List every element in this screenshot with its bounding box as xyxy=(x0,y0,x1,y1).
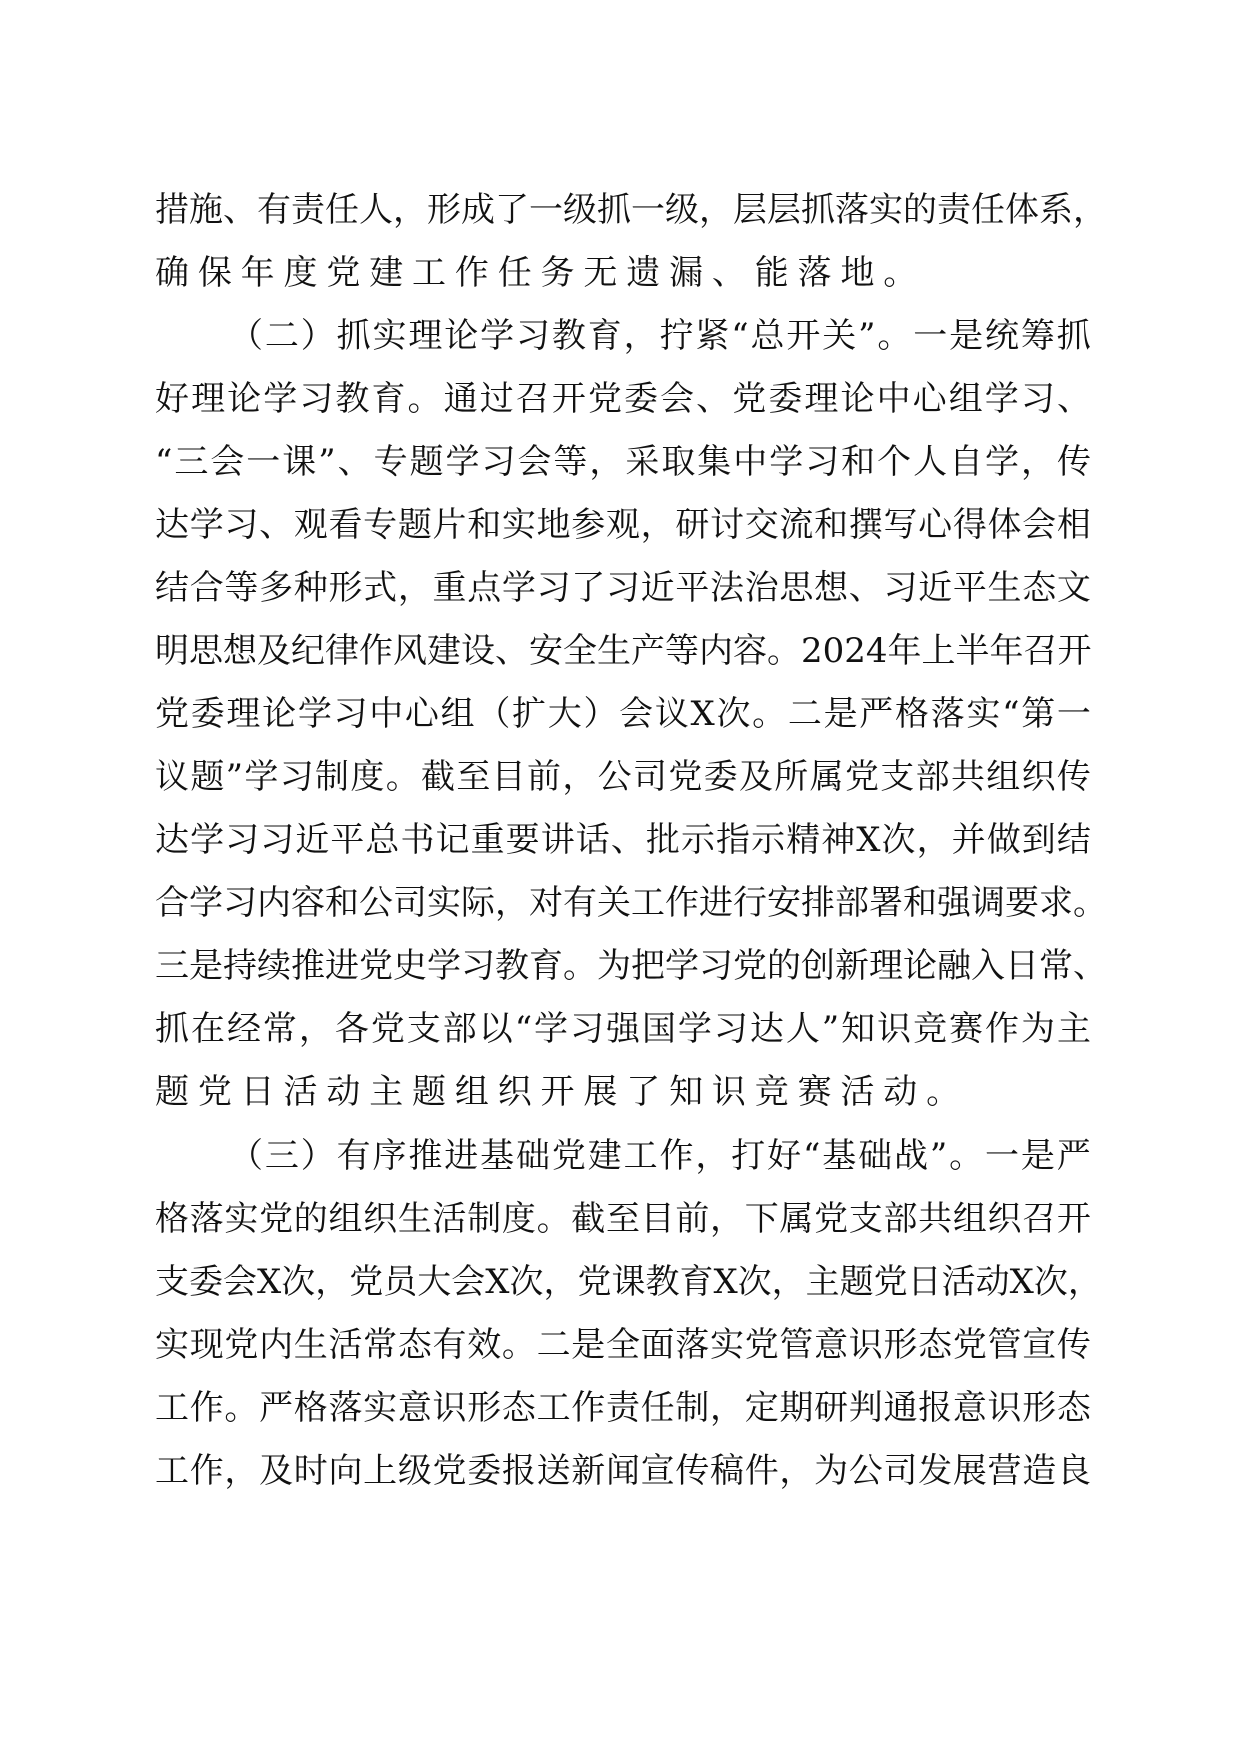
text-line: 确保年度党建工作任务无遗漏、能落地。 xyxy=(155,253,927,293)
text-line: 支 委 会 X 次 ， 党 员 大 会 X 次 ， 党 课 教 育 X 次 ， 主 题 党 日 活 动 X 次 ， xyxy=(155,1262,1102,1302)
text-line: 好 理 论 学 习 教 育 。 通 过 召 开 党 委 会 、 党 委 理 论 中 心 组 学 习 、 xyxy=(155,379,1091,419)
text-line: 题党日活动主题组织开展了知识竞赛活动。 xyxy=(155,1072,969,1112)
paragraph-heading-line: （ 二 ） 抓 实 理 论 学 习 教 育 ， 拧 紧 “ 总 开 关 ” 。 一 是 统 筹 抓 xyxy=(229,316,1091,356)
text-line: 达 学 习 、 观 看 专 题 片 和 实 地 参 观 ， 研 讨 交 流 和 撰 写 心 得 体 会 相 xyxy=(155,505,1091,545)
text-line: 党 委 理 论 学 习 中 心 组 （ 扩 大 ） 会 议 X 次 。 二 是 严 格 落 实 “ 第 一 xyxy=(155,694,1091,734)
text-line: 工 作 ， 及 时 向 上 级 党 委 报 送 新 闻 宣 传 稿 件 ， 为 公 司 发 展 营 造 良 xyxy=(155,1451,1091,1491)
text-line: 达 学 习 习 近 平 总 书 记 重 要 讲 话 、 批 示 指 示 精 神 X 次 ， 并 做 到 结 xyxy=(155,820,1091,860)
text-line: 格 落 实 党 的 组 织 生 活 制 度 。 截 至 目 前 ， 下 属 党 支 部 共 组 织 召 开 xyxy=(155,1199,1091,1239)
text-line: 结 合 等 多 种 形 式 ， 重 点 学 习 了 习 近 平 法 治 思 想 、 习 近 平 生 态 文 xyxy=(155,568,1091,608)
text-line: 工 作 。 严 格 落 实 意 识 形 态 工 作 责 任 制 ， 定 期 研 判 通 报 意 识 形 态 xyxy=(155,1388,1091,1428)
text-line: 议 题 ” 学 习 制 度 。 截 至 目 前 ， 公 司 党 委 及 所 属 党 支 部 共 组 织 传 xyxy=(155,757,1091,797)
text-line: “ 三 会 一 课 ” 、 专 题 学 习 会 等 ， 采 取 集 中 学 习 和 个 人 自 学 ， 传 xyxy=(155,442,1091,482)
text-line: 抓 在 经 常 ， 各 党 支 部 以 “ 学 习 强 国 学 习 达 人 ” 知 识 竞 赛 作 为 主 xyxy=(155,1009,1091,1049)
text-line: 实 现 党 内 生 活 常 态 有 效 。 二 是 全 面 落 实 党 管 意 识 形 态 党 管 宣 传 xyxy=(155,1325,1091,1365)
paragraph-heading-line: （ 三 ） 有 序 推 进 基 础 党 建 工 作 ， 打 好 “ 基 础 战 ” 。 一 是 严 xyxy=(229,1136,1091,1176)
text-line: 明 思 想 及 纪 律 作 风 建 设 、 安 全 生 产 等 内 容 。 2024 年 上 半 年 召 开 xyxy=(155,631,1092,671)
text-line: 措 施 、 有 责 任 人 ， 形 成 了 一 级 抓 一 级 ， 层 层 抓 落 实 的 责 任 体 系 ， xyxy=(155,190,1107,230)
text-line: 合 学 习 内 容 和 公 司 实 际 ， 对 有 关 工 作 进 行 安 排 部 署 和 强 调 要 求 。 xyxy=(155,883,1107,923)
text-line: 三 是 持 续 推 进 党 史 学 习 教 育 。 为 把 学 习 党 的 创 新 理 论 融 入 日 常 、 xyxy=(155,946,1107,986)
